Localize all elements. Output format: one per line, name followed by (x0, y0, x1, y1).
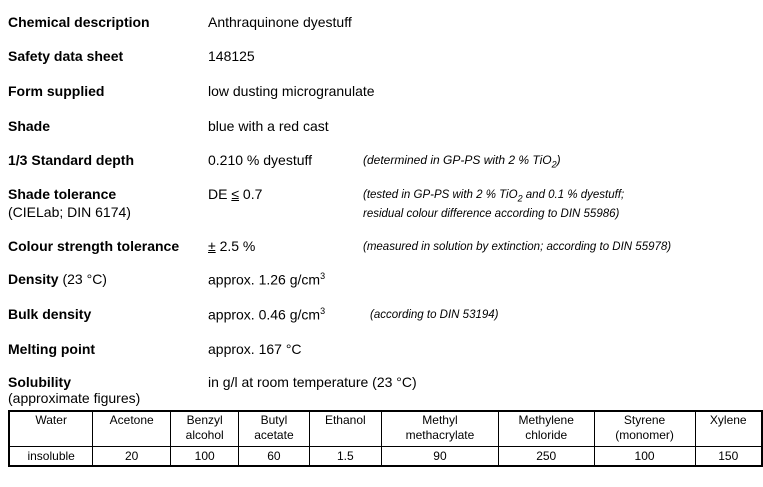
table-header-cell: Butyl acetate (239, 411, 309, 447)
solubility-label: Solubility (8, 374, 71, 390)
table-cell: 90 (382, 447, 499, 467)
bulk-density-value: approx. 0.46 $g/cm^3$ (208, 306, 326, 323)
table-cell: 100 (171, 447, 239, 467)
table-header-cell: Water (9, 411, 93, 447)
colour-strength-tolerance-note: (measured in solution by extinction; according to DIN 55978) (363, 241, 672, 253)
table-header-cell: Styrene (monomer) (594, 411, 695, 447)
table-cell: insoluble (9, 447, 93, 467)
melting-point-value: approx. 167 °C (208, 341, 302, 357)
density-value: approx. 1.26 $g/cm^3$ (208, 271, 326, 288)
safety-data-sheet-value: 148125 (208, 48, 255, 64)
density-label: Density (23 °C) (8, 271, 107, 287)
shade-tolerance-label: Shade tolerance (8, 186, 117, 202)
shade-label: Shade (8, 118, 51, 134)
solubility-table (8, 410, 763, 467)
table-header-cell: Benzyl alcohol (171, 411, 239, 447)
table-row (9, 447, 762, 467)
shade-tolerance-sublabel: (CIELab; DIN 6174) (8, 204, 131, 220)
table-header-cell: Acetone (93, 411, 171, 447)
shade-value: blue with a red cast (208, 118, 329, 134)
standard-depth-label: 1/3 Standard depth (8, 152, 135, 168)
colour-strength-tolerance-label: Colour strength tolerance (8, 238, 180, 254)
standard-depth-note: (determined in GP-PS with 2 % TiO$_2$) (363, 153, 561, 170)
table-cell: 20 (93, 447, 171, 467)
chemical-description-label: Chemical description (8, 14, 150, 30)
bulk-density-label: Bulk density (8, 306, 92, 322)
colour-strength-tolerance-value: ± 2.5 % (208, 238, 256, 254)
melting-point-label: Melting point (8, 341, 96, 357)
chemical-description-value: Anthraquinone dyestuff (208, 14, 352, 30)
table-header-cell: Methylene chloride (498, 411, 594, 447)
table-header-row (9, 411, 762, 447)
safety-data-sheet-label: Safety data sheet (8, 48, 124, 64)
shade-tolerance-note: (tested in GP-PS with 2 % TiO$_2$ and 0.1 % dyestuff; residual colour difference according to DIN 55986) (363, 189, 625, 221)
table-header-cell: Methyl methacrylate (382, 411, 499, 447)
table-cell: 60 (239, 447, 309, 467)
shade-tolerance-value: DE ≤ 0.7 (208, 186, 263, 202)
solubility-value: in g/l at room temperature (23 °C) (208, 374, 417, 390)
table-cell: 100 (594, 447, 695, 467)
standard-depth-value: 0.210 % dyestuff (208, 152, 313, 168)
solubility-sublabel: (approximate figures) (8, 390, 141, 406)
bulk-density-note: (according to DIN 53194) (370, 309, 499, 321)
form-supplied-label: Form supplied (8, 83, 105, 99)
table-cell: 1.5 (309, 447, 381, 467)
table-cell: 150 (695, 447, 762, 467)
table-header-cell: Ethanol (309, 411, 381, 447)
table-header-cell: Xylene (695, 411, 762, 447)
table-cell: 250 (498, 447, 594, 467)
form-supplied-value: low dusting microgranulate (208, 83, 375, 99)
